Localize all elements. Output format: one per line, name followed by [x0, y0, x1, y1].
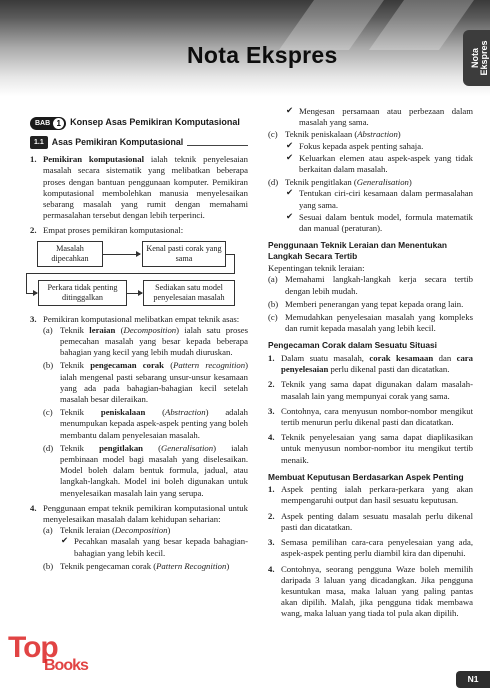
check-icon: ✔	[286, 140, 294, 151]
sub-item-text: )	[167, 525, 171, 536]
item-text: Dalam suatu masalah,	[281, 352, 370, 363]
checklist-item	[285, 212, 473, 234]
sub-item	[268, 274, 473, 296]
check-icon: ✔	[286, 152, 294, 163]
flow-box: Perkara tidak penting ditinggalkan	[38, 280, 127, 306]
section-number: 1.1	[30, 136, 48, 149]
item-text: Teknik yang sama dapat digunakan dalam masalah-masalah lain yang mempunyai corak yang sama.	[281, 379, 473, 401]
flow-connector	[26, 273, 235, 274]
logo-text: Books	[44, 657, 88, 674]
side-tab	[463, 30, 490, 86]
key-term: Pemikiran komputasional	[43, 154, 144, 165]
sub-item-text: Teknik pengecaman corak (	[60, 560, 157, 571]
sub-item-text: Memudahkan penyelesaian masalah yang kompleks dan rumit kepada masalah yang lebih kecil.	[285, 312, 473, 334]
item-text: Teknik penyelesaian yang sama dapat diaplikasikan untuk menyusun nombor-nombor itu mengikut tertib menaik.	[281, 432, 473, 465]
item-text: Penggunaan empat teknik pemikiran komputasional untuk menyelesaikan masalah dalam kehidupan seharian:	[43, 502, 248, 525]
sub-item-text: Teknik	[60, 442, 100, 453]
item-text: Contohnya, seorang pengguna Waze boleh memilih daripada 3 laluan yang dicadangkan. Jika pengguna kesuntukan masa, maka laluan yang paling pantas akan dipilih. Malah, jika pengguna tidak membawa wang, maka laluan yang tiada tol pula akan dipilih.	[281, 563, 473, 619]
list-item	[268, 432, 473, 466]
check-text: Keluarkan elemen atau aspek-aspek yang tidak berkaitan dalam masalah.	[299, 152, 473, 175]
sub-item	[43, 561, 248, 572]
sub-item-text: Teknik	[60, 324, 90, 335]
checklist-item	[285, 141, 473, 152]
item-text: ialah teknik penyelesaian masalah secara sistematik yang melibatkan beberapa proses dengan bantuan penggunaan komputer. Pemikiran komputasional membolehkan manusia menyelesaikan sebarang masalah yang rumit dengan memahami permasalahan tersebut dengan lebih terperinci.	[43, 154, 248, 221]
english-term: Decomposition	[123, 324, 177, 335]
check-text: Sesuai dalam bentuk model, formula matematik dan manual (peraturan).	[299, 211, 473, 234]
english-term: Generalisation	[356, 177, 409, 188]
sub-item-text: adalah menumpukan kepada aspek-aspek penting yang boleh membantu dalam penyelesaian masalah.	[60, 407, 248, 440]
item-number: 3.	[268, 405, 275, 416]
check-text: Mengesan persamaan atau perbezaan dalam masalah yang sama.	[299, 106, 473, 128]
item-number: 1.	[30, 154, 37, 165]
sub-item-text: Teknik leraian (	[60, 525, 115, 536]
checklist-item	[285, 106, 473, 128]
flow-arrow	[127, 293, 142, 294]
item-number: 2.	[268, 510, 275, 521]
sub-item-letter: (c)	[43, 407, 53, 418]
item-text: Aspek penting dalam sesuatu masalah perlu dikenal pasti dan dicatatkan.	[281, 510, 473, 532]
sub-item-text: Teknik	[60, 407, 101, 418]
subheading: Pengecaman Corak dalam Sesuatu Situasi	[268, 340, 437, 351]
list-item	[268, 406, 473, 428]
check-icon: ✔	[61, 536, 69, 547]
section-title: Asas Pemikiran Komputasional	[51, 137, 184, 147]
sub-item	[43, 525, 248, 559]
intro-text: Kepentingan teknik leraian:	[268, 263, 365, 274]
chapter-heading	[30, 117, 248, 130]
sub-item-text: Teknik	[60, 360, 91, 371]
key-term: peniskalaan	[100, 407, 146, 418]
item-text: dan	[433, 352, 457, 363]
list-item	[30, 314, 248, 499]
item-number: 4.	[268, 432, 275, 443]
key-term: cara penyelesaian	[281, 352, 474, 375]
sub-item-text: Memahami langkah-langkah kerja secara tertib dengan lebih mudah.	[285, 274, 473, 296]
key-term: pengitlakan	[99, 442, 144, 453]
sub-item: (d) Teknik pengitlakan (Generalisation) ialah pembinaan model bagi masalah yang diselesaikan. Model boleh dalam bentuk formula, jadual, atau langkah-langkah. Model ini boleh digunakan untuk menyelesaikan masalah lain yang serupa.	[43, 442, 248, 498]
sub-item-letter: (a)	[43, 525, 53, 536]
checklist-item	[285, 188, 473, 210]
sub-item-letter: (d)	[43, 442, 54, 453]
check-icon: ✔	[286, 188, 294, 199]
key-term: pengecaman corak	[90, 360, 164, 371]
subheading: Membuat Keputusan Berdasarkan Aspek Penting	[268, 471, 464, 482]
subheading: Penggunaan Teknik Leraian dan Menentukan Langkah Secara Tertib	[268, 240, 448, 261]
flow-box: Kenal pasti corak yang sama	[142, 241, 226, 267]
watermark-logo	[8, 632, 88, 674]
flow-arrow	[103, 254, 140, 255]
sub-item-text: Teknik peniskalaan (	[285, 129, 358, 140]
key-term: leraian	[89, 324, 116, 335]
list-item	[268, 484, 473, 506]
flow-arrow	[26, 293, 37, 294]
sub-item-text: ialah mengenal pasti sebarang unsur-unsur kesamaan yang ada pada bahagian-bahagian kecil setelah masalah besar dileraikan.	[60, 371, 248, 405]
item-number: 1.	[268, 352, 275, 363]
checklist-item	[60, 536, 248, 558]
sub-item: (a) Teknik leraian (Decomposition) ialah satu proses pemecahan masalah yang besar kepada beberapa bahagian yang kecil yang lebih mudah diuruskan.	[43, 324, 248, 358]
item-number: 1.	[268, 484, 275, 495]
check-text: Fokus kepada aspek penting sahaja.	[299, 140, 424, 151]
sub-item-letter: (b)	[268, 298, 279, 309]
sub-item-letter: (a)	[43, 324, 53, 335]
list-item	[30, 503, 248, 572]
sub-item-text: Teknik pengitlakan (	[285, 177, 357, 188]
page-header	[0, 0, 490, 96]
sub-item: (c) Teknik peniskalaan (Abstraction) adalah menumpukan kepada aspek-aspek penting yang boleh membantu dalam penyelesaian masalah.	[43, 407, 248, 440]
item-number: 2.	[30, 225, 37, 236]
english-term: Decomposition	[114, 525, 168, 536]
list-item	[30, 225, 248, 236]
item-number: 4.	[30, 502, 37, 513]
sub-item-text: Memberi penerangan yang tepat kepada orang lain.	[285, 298, 464, 309]
english-term: Abstraction	[357, 129, 398, 140]
sub-item-letter: (c)	[268, 312, 278, 323]
chapter-badge	[30, 117, 66, 130]
english-term: Abstraction	[165, 407, 206, 418]
sub-item	[268, 312, 473, 334]
item-text: perlu dikenal pasti dan dicatatkan.	[328, 364, 450, 375]
english-term: Pattern recognition	[173, 360, 246, 371]
sub-item-text: )	[397, 129, 401, 140]
flow-box: Sediakan satu model penyelesaian masalah	[143, 280, 235, 306]
sub-item	[268, 129, 473, 175]
list-item	[30, 154, 248, 221]
flow-connector	[26, 273, 27, 293]
chapter-title: Konsep Asas Pemikiran Komputasional	[70, 117, 240, 127]
list-item	[268, 379, 473, 401]
page-number: N1	[456, 671, 490, 688]
checklist-item	[285, 153, 473, 175]
english-term: Generalisation	[160, 442, 214, 453]
flow-box: Masalah dipecahkan	[37, 241, 103, 267]
left-column	[30, 117, 248, 576]
item-text: Aspek penting ialah perkara-perkara yang akan mempengaruhi output dan hasil sesuatu keputusan.	[281, 484, 473, 506]
list-item	[268, 511, 473, 533]
item-text: Empat proses pemikiran komputasional:	[43, 225, 184, 236]
chapter-label: BAB	[35, 120, 51, 127]
sub-item-letter: (d)	[268, 177, 279, 188]
right-column	[268, 106, 473, 624]
sub-item-text: ialah satu proses pemecahan masalah yang besar kepada beberapa bahagian yang kecil yang lebih mudah diuruskan.	[60, 324, 248, 358]
list-item	[268, 537, 473, 559]
sub-item-letter: (c)	[268, 129, 278, 140]
english-term: Pattern Recognition	[156, 560, 227, 571]
item-number: 3.	[30, 313, 37, 324]
sub-item-letter: (b)	[43, 560, 54, 571]
sub-item: (b) Teknik pengecaman corak (Pattern recognition) ialah mengenal pasti sebarang unsur-unsur kesamaan yang ada pada bahagian-bahagian kecil setelah masalah besar dileraikan.	[43, 360, 248, 405]
sub-item-letter: (b)	[43, 360, 54, 371]
sub-item	[268, 299, 473, 310]
check-text: Pecahkan masalah yang besar kepada bahagian-bahagian yang lebih kecil.	[74, 536, 248, 558]
item-text: Pemikiran komputasional melibatkan empat teknik asas:	[43, 313, 240, 324]
list-item	[268, 564, 473, 620]
chapter-number: 1	[53, 118, 64, 129]
check-icon: ✔	[286, 211, 294, 222]
section-heading	[30, 136, 248, 149]
key-term: corak kesamaan	[369, 352, 434, 363]
check-icon: ✔	[286, 106, 294, 116]
section-rule	[187, 140, 248, 146]
sub-item-letter: (a)	[268, 274, 278, 285]
sub-item-text: )	[226, 560, 230, 571]
check-text: Tentukan ciri-ciri kesamaan dalam permasalahan yang sama.	[299, 188, 473, 210]
list-item	[268, 353, 473, 375]
item-number: 3.	[268, 537, 275, 548]
item-number: 4.	[268, 563, 275, 574]
flow-connector	[234, 254, 235, 273]
item-text: Contohnya, cara menyusun nombor-nombor mengikut tertib menurun perlu dikenal pasti dan dicatatkan.	[281, 405, 473, 427]
item-number: 2.	[268, 379, 275, 390]
sub-item-text: ialah pembinaan model bagi masalah yang diselesaikan. Model boleh dalam bentuk formula, jadual, atau langkah-langkah. Model ini boleh digunakan untuk menyelesaikan masalah lain yang serupa.	[60, 442, 248, 498]
page-title: Nota Ekspres	[187, 42, 338, 68]
logo-text: Top	[8, 631, 58, 664]
item-text: Semasa pemilihan cara-cara penyelesaian yang ada, aspek-aspek penting perlu diambil kira dan dipenuhi.	[281, 537, 473, 559]
sub-item	[268, 177, 473, 234]
sub-item-text: )	[408, 177, 412, 188]
side-tab-label: Nota Ekspres	[470, 40, 489, 76]
